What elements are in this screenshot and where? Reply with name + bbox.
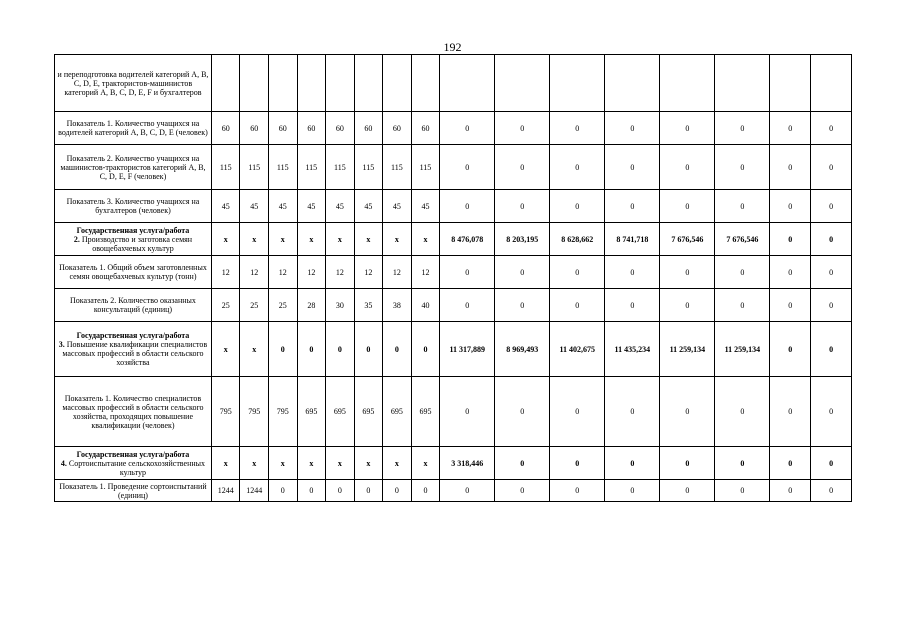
value-cell: 0 <box>811 256 852 289</box>
value-cell: 695 <box>383 377 412 447</box>
value-cell: 30 <box>326 289 355 322</box>
value-cell: 0 <box>715 190 770 223</box>
value-cell: 0 <box>550 256 605 289</box>
value-cell <box>297 55 326 112</box>
value-cell: 0 <box>550 112 605 145</box>
value-cell: 40 <box>411 289 440 322</box>
value-cell: 7 676,546 <box>715 223 770 256</box>
value-cell: 0 <box>495 289 550 322</box>
value-cell: 115 <box>297 145 326 190</box>
value-cell: 0 <box>660 190 715 223</box>
row-name: Показатель 2. Количество учащихся на машинистов-трактористов категорий A, B, C, D, E, F (человек) <box>60 153 206 181</box>
value-cell: 8 476,078 <box>440 223 495 256</box>
value-cell <box>660 55 715 112</box>
service-row <box>55 223 852 256</box>
value-cell: x <box>411 223 440 256</box>
value-cell: 0 <box>495 190 550 223</box>
row-name: Показатель 1. Проведение сортоиспытаний (единиц) <box>59 481 207 500</box>
value-cell: x <box>211 447 240 480</box>
value-cell: 0 <box>605 480 660 502</box>
value-cell: 115 <box>411 145 440 190</box>
value-cell: 0 <box>605 190 660 223</box>
value-cell: 0 <box>660 480 715 502</box>
value-cell: 0 <box>660 112 715 145</box>
value-cell: 0 <box>411 480 440 502</box>
value-cell: 0 <box>770 322 811 377</box>
value-cell: 0 <box>550 480 605 502</box>
row-name: и переподготовка водителей категорий A, B, C, D, E, трактористов-машинистов категорий A, B, C, D, E, F и бухгалтеров <box>57 69 209 97</box>
value-cell: x <box>240 447 269 480</box>
value-cell: 0 <box>811 223 852 256</box>
value-cell: 1244 <box>240 480 269 502</box>
value-cell: x <box>211 322 240 377</box>
value-cell: 0 <box>715 112 770 145</box>
indicator-row <box>55 289 852 322</box>
row-name-cell <box>55 112 212 145</box>
value-cell: 45 <box>326 190 355 223</box>
value-cell: 3 318,446 <box>440 447 495 480</box>
value-cell: 0 <box>770 112 811 145</box>
row-name-cell <box>55 55 212 112</box>
value-cell: 0 <box>715 145 770 190</box>
value-cell: 0 <box>269 322 298 377</box>
row-name: 3. Повышение квалификации специалистов массовых профессий в области сельского хозяйства <box>58 340 208 367</box>
value-cell: 11 402,675 <box>550 322 605 377</box>
value-cell: 45 <box>411 190 440 223</box>
value-cell: 1244 <box>211 480 240 502</box>
value-cell: 695 <box>297 377 326 447</box>
value-cell: 0 <box>326 480 355 502</box>
value-cell: 0 <box>605 112 660 145</box>
value-cell <box>240 55 269 112</box>
service-row <box>55 447 852 480</box>
indicator-row <box>55 190 852 223</box>
value-cell: 60 <box>411 112 440 145</box>
value-cell <box>326 55 355 112</box>
indicator-row <box>55 256 852 289</box>
row-name-cell <box>55 145 212 190</box>
value-cell: 115 <box>240 145 269 190</box>
value-cell: 0 <box>440 145 495 190</box>
value-cell: x <box>297 223 326 256</box>
continuation-row <box>55 55 852 112</box>
value-cell <box>440 55 495 112</box>
row-name-cell <box>55 256 212 289</box>
value-cell: 0 <box>354 322 383 377</box>
value-cell: 0 <box>383 480 412 502</box>
value-cell: 12 <box>354 256 383 289</box>
row-name-cell <box>55 190 212 223</box>
value-cell: 0 <box>605 256 660 289</box>
value-cell: 795 <box>211 377 240 447</box>
value-cell: 795 <box>269 377 298 447</box>
value-cell: x <box>383 223 412 256</box>
value-cell: 60 <box>354 112 383 145</box>
indicator-row <box>55 377 852 447</box>
row-name: Показатель 1. Количество учащихся на водителей категорий A, B, C, D, E (человек) <box>58 119 208 137</box>
value-cell <box>354 55 383 112</box>
indicator-row <box>55 145 852 190</box>
value-cell: 0 <box>550 377 605 447</box>
value-cell: 0 <box>811 377 852 447</box>
value-cell: 45 <box>354 190 383 223</box>
value-cell: 60 <box>326 112 355 145</box>
value-cell: 45 <box>383 190 412 223</box>
value-cell: 8 628,662 <box>550 223 605 256</box>
value-cell: 25 <box>240 289 269 322</box>
value-cell: x <box>326 447 355 480</box>
value-cell: 12 <box>211 256 240 289</box>
value-cell <box>495 55 550 112</box>
value-cell: 0 <box>811 145 852 190</box>
value-cell: 0 <box>770 447 811 480</box>
row-name: Показатель 3. Количество учащихся на бухгалтеров (человек) <box>66 197 200 215</box>
value-cell: 7 676,546 <box>660 223 715 256</box>
value-cell: 0 <box>811 190 852 223</box>
value-cell: 45 <box>297 190 326 223</box>
page-number: 192 <box>443 40 462 54</box>
value-cell: x <box>297 447 326 480</box>
value-cell <box>411 55 440 112</box>
value-cell: x <box>211 223 240 256</box>
value-cell: 0 <box>811 447 852 480</box>
value-cell <box>211 55 240 112</box>
row-name: 4. Сортоиспытание сельскохозяйственных культур <box>60 458 206 477</box>
value-cell: 115 <box>354 145 383 190</box>
value-cell: 0 <box>440 190 495 223</box>
service-lead: Государственная услуга/работа <box>76 331 190 340</box>
value-cell: 12 <box>383 256 412 289</box>
value-cell: 0 <box>715 447 770 480</box>
value-cell: 0 <box>811 112 852 145</box>
value-cell: 0 <box>660 256 715 289</box>
value-cell: 0 <box>440 480 495 502</box>
value-cell: 0 <box>660 447 715 480</box>
value-cell: 0 <box>660 289 715 322</box>
value-cell: 0 <box>715 377 770 447</box>
indicator-row <box>55 112 852 145</box>
row-name-cell <box>55 377 212 447</box>
value-cell: 0 <box>660 377 715 447</box>
row-name: Показатель 1. Общий объем заготовленных семян овощебахчевых культур (тонн) <box>59 263 207 281</box>
value-cell: 0 <box>495 480 550 502</box>
value-cell: x <box>411 447 440 480</box>
value-cell: x <box>240 223 269 256</box>
value-cell: 795 <box>240 377 269 447</box>
value-cell: 0 <box>715 256 770 289</box>
value-cell: x <box>383 447 412 480</box>
value-cell: x <box>269 223 298 256</box>
value-cell: 60 <box>211 112 240 145</box>
service-lead: Государственная услуга/работа <box>76 449 190 459</box>
service-lead: Государственная услуга/работа <box>76 225 190 235</box>
value-cell: 11 259,134 <box>660 322 715 377</box>
value-cell: 8 741,718 <box>605 223 660 256</box>
value-cell: 25 <box>269 289 298 322</box>
value-cell: 8 969,493 <box>495 322 550 377</box>
value-cell: 12 <box>240 256 269 289</box>
value-cell: 0 <box>770 223 811 256</box>
value-cell: 0 <box>495 112 550 145</box>
value-cell: 60 <box>240 112 269 145</box>
value-cell: 0 <box>770 256 811 289</box>
value-cell: 0 <box>495 145 550 190</box>
value-cell: 0 <box>440 289 495 322</box>
value-cell <box>269 55 298 112</box>
value-cell <box>383 55 412 112</box>
value-cell: 11 259,134 <box>715 322 770 377</box>
value-cell: 0 <box>660 145 715 190</box>
row-name-cell <box>55 223 212 256</box>
value-cell: 45 <box>211 190 240 223</box>
value-cell: 115 <box>211 145 240 190</box>
value-cell <box>550 55 605 112</box>
value-cell: 0 <box>550 190 605 223</box>
value-cell: 115 <box>269 145 298 190</box>
value-cell: 11 435,234 <box>605 322 660 377</box>
value-cell: 11 317,889 <box>440 322 495 377</box>
value-cell: 45 <box>240 190 269 223</box>
row-name-cell <box>55 289 212 322</box>
value-cell: 0 <box>440 256 495 289</box>
program-table <box>54 54 852 502</box>
value-cell: 0 <box>411 322 440 377</box>
value-cell: 8 203,195 <box>495 223 550 256</box>
value-cell: 60 <box>383 112 412 145</box>
value-cell: x <box>240 322 269 377</box>
value-cell: x <box>269 447 298 480</box>
service-row <box>55 322 852 377</box>
value-cell: 695 <box>411 377 440 447</box>
value-cell: 115 <box>383 145 412 190</box>
value-cell: 0 <box>715 289 770 322</box>
value-cell <box>605 55 660 112</box>
value-cell: 0 <box>770 377 811 447</box>
value-cell: 0 <box>715 480 770 502</box>
value-cell: 0 <box>440 377 495 447</box>
value-cell: 0 <box>297 480 326 502</box>
value-cell: 28 <box>297 289 326 322</box>
table-body <box>55 55 852 502</box>
row-name-cell <box>55 480 212 502</box>
value-cell: 0 <box>383 322 412 377</box>
value-cell: 25 <box>211 289 240 322</box>
value-cell: 60 <box>269 112 298 145</box>
value-cell: 12 <box>269 256 298 289</box>
value-cell: 0 <box>770 190 811 223</box>
value-cell <box>811 55 852 112</box>
row-name: 2. Производство и заготовка семян овощебахчевых культур <box>73 234 193 253</box>
value-cell: 0 <box>550 289 605 322</box>
value-cell: 38 <box>383 289 412 322</box>
value-cell: 0 <box>495 447 550 480</box>
value-cell: 0 <box>550 447 605 480</box>
value-cell: 695 <box>326 377 355 447</box>
value-cell: 0 <box>605 289 660 322</box>
indicator-row <box>55 480 852 502</box>
value-cell: 695 <box>354 377 383 447</box>
value-cell: 45 <box>269 190 298 223</box>
value-cell: 60 <box>297 112 326 145</box>
value-cell: 12 <box>411 256 440 289</box>
row-name: Показатель 2. Количество оказанных консультаций (единиц) <box>70 296 196 314</box>
value-cell: 0 <box>297 322 326 377</box>
value-cell: 0 <box>770 289 811 322</box>
value-cell: 12 <box>297 256 326 289</box>
value-cell <box>715 55 770 112</box>
value-cell: 0 <box>605 145 660 190</box>
value-cell: 0 <box>354 480 383 502</box>
value-cell: 0 <box>495 377 550 447</box>
value-cell: 0 <box>811 322 852 377</box>
value-cell: 0 <box>770 145 811 190</box>
row-name-cell <box>55 447 212 480</box>
value-cell: 0 <box>605 447 660 480</box>
row-name-cell <box>55 322 212 377</box>
value-cell: 0 <box>605 377 660 447</box>
row-name: Показатель 1. Количество специалистов массовых профессий в области сельского хозяйства, проходящих повышение квалификации (человек) <box>62 393 204 430</box>
value-cell <box>770 55 811 112</box>
value-cell: 35 <box>354 289 383 322</box>
value-cell: 0 <box>811 289 852 322</box>
value-cell: 0 <box>550 145 605 190</box>
value-cell: x <box>354 223 383 256</box>
value-cell: 12 <box>326 256 355 289</box>
value-cell: x <box>326 223 355 256</box>
value-cell: 0 <box>770 480 811 502</box>
value-cell: 115 <box>326 145 355 190</box>
value-cell: 0 <box>440 112 495 145</box>
value-cell: 0 <box>269 480 298 502</box>
value-cell: 0 <box>811 480 852 502</box>
value-cell: 0 <box>326 322 355 377</box>
value-cell: x <box>354 447 383 480</box>
value-cell: 0 <box>495 256 550 289</box>
